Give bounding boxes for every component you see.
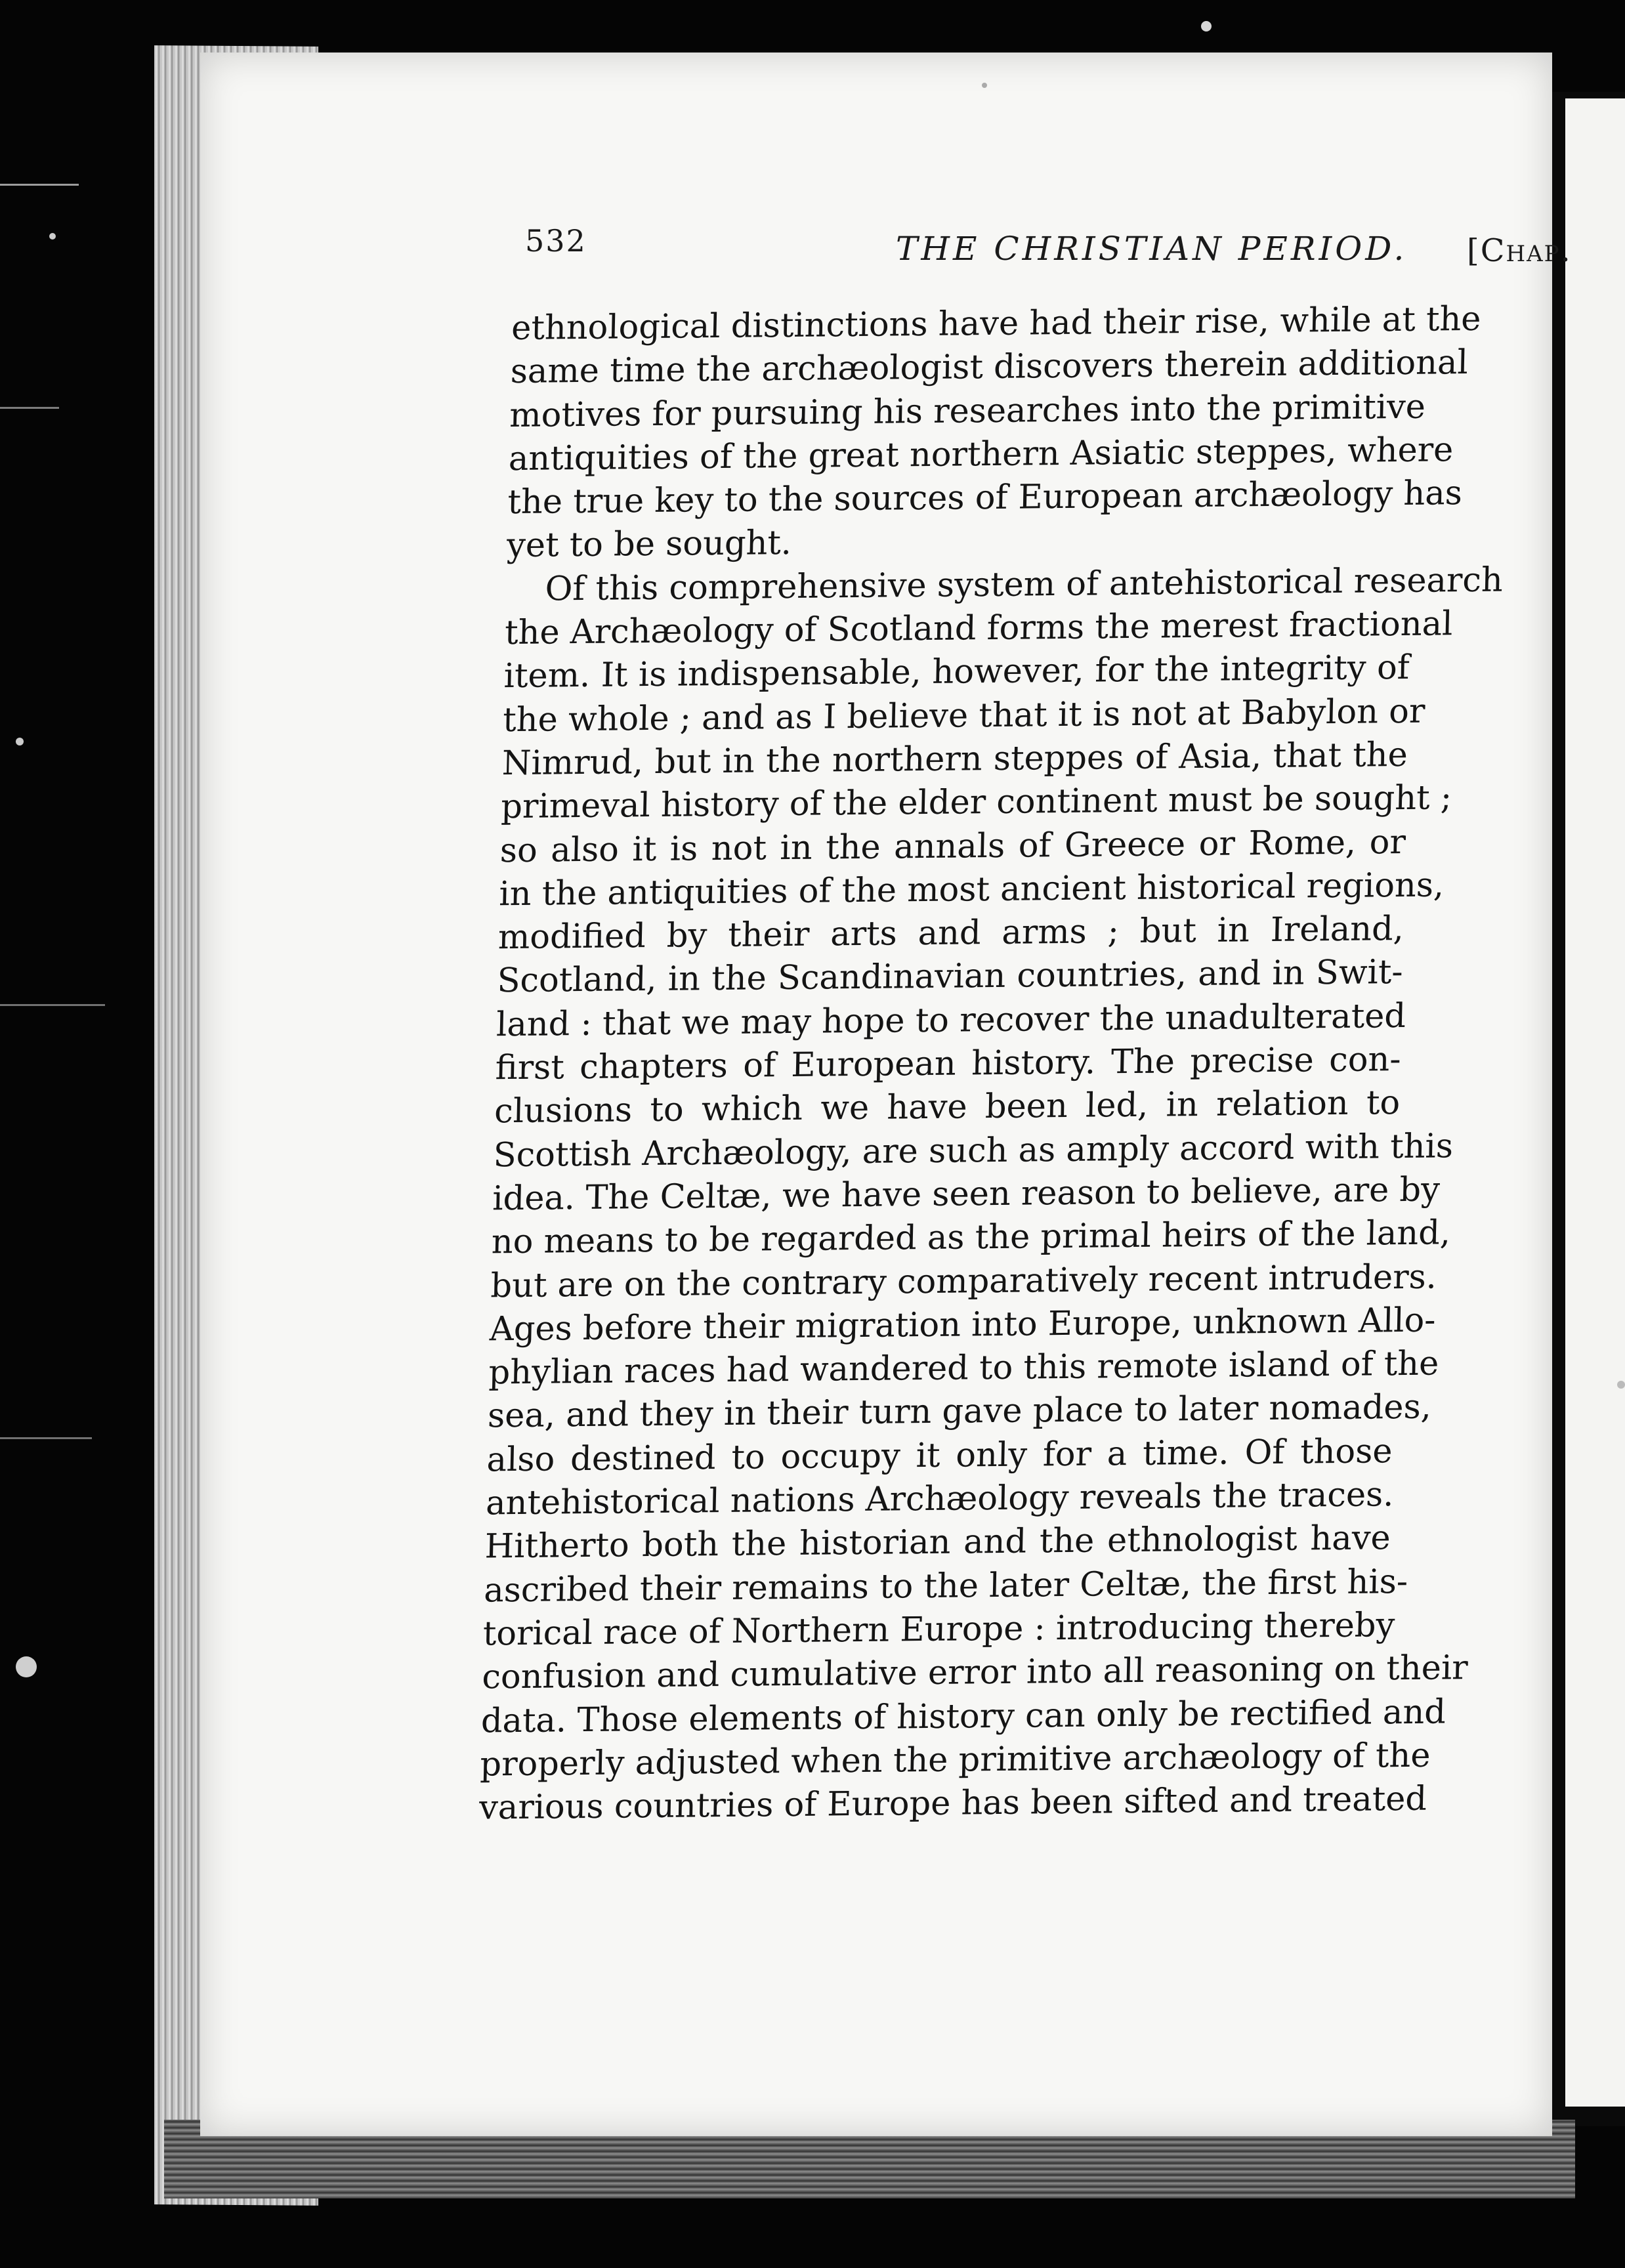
page-number: 532: [525, 223, 587, 259]
text-line: the true key to the sources of European archæology has: [507, 474, 1463, 522]
text-line: same time the archæologist discovers therein additional: [510, 343, 1469, 392]
text-line: torical race of Northern Europe : introducing thereby: [482, 1606, 1395, 1654]
text-line: the whole ; and as I believe that it is not at Babylon or: [502, 692, 1426, 740]
text-line: phylian races had wandered to this remote island of the: [488, 1344, 1439, 1393]
text-line: data. Those elements of history can only be rectified and: [480, 1692, 1446, 1741]
text-line: idea. The Celtæ, we have seen reason to believe, are by: [492, 1170, 1441, 1219]
running-head: [325, 223, 1572, 282]
body-text: [478, 299, 1504, 1830]
text-line: the Archæology of Scotland forms the merest fractional: [504, 604, 1454, 653]
chapter-label: [Chap.: [1467, 232, 1572, 269]
text-line: antehistorical nations Archæology reveals the traces.: [485, 1475, 1395, 1523]
text-line: but are on the contrary comparatively recent intruders.: [490, 1257, 1437, 1305]
text-line: so also it is not in the annals of Greece or Rome, or: [499, 822, 1406, 870]
text-line: Scottish Archæology, are such as amply accord with this: [493, 1126, 1454, 1175]
text-line: properly adjusted when the primitive archæology of the: [479, 1736, 1431, 1784]
text-line: motives for pursuing his researches into the primitive: [509, 387, 1426, 435]
text-line: first chapters of European history. The precise con-: [495, 1040, 1402, 1088]
text-line: Of this comprehensive system of antehistorical research: [544, 560, 1504, 609]
running-title: THE CHRISTIAN PERIOD.: [896, 230, 1408, 268]
text-line: Ages before their migration into Europe, unknown Allo-: [489, 1301, 1437, 1349]
text-line: antiquities of the great northern Asiatic steppes, where: [508, 430, 1454, 478]
paragraph-2: [478, 560, 1504, 1830]
text-line: sea, and they in their turn gave place to later nomades,: [487, 1388, 1432, 1436]
text-line: Nimrud, but in the northern steppes of Asia, that the: [501, 735, 1408, 784]
text-line: yet to be sought.: [506, 524, 792, 566]
text-line: clusions to which we have been led, in relation to: [494, 1083, 1401, 1131]
text-line: primeval history of the elder continent must be sought ;: [500, 778, 1452, 827]
adjacent-page: [1565, 98, 1625, 2107]
text-line: various countries of Europe has been sifted and treated: [478, 1779, 1427, 1828]
text-line: modified by their arts and arms ; but in Ireland,: [497, 910, 1404, 957]
text-line: no means to be regarded as the primal heirs of the land,: [491, 1213, 1451, 1262]
text-line: item. It is indispensable, however, for the integrity of: [503, 648, 1410, 696]
text-line: ethnological distinctions have had their rise, while at the: [511, 299, 1482, 348]
text-line: confusion and cumulative error into all reasoning on their: [481, 1648, 1469, 1697]
text-line: Scotland, in the Scandinavian countries, and in Swit-: [496, 953, 1404, 1001]
text-line: also destined to occupy it only for a time. Of those: [486, 1431, 1393, 1480]
text-line: in the antiquities of the most ancient historical regions,: [498, 866, 1445, 914]
paragraph-1: [506, 299, 1482, 568]
text-line: ascribed their remains to the later Celtæ, the first his-: [483, 1562, 1408, 1610]
text-line: Hitherto both the historian and the ethnologist have: [484, 1519, 1391, 1566]
text-line: land : that we may hope to recover the unadulterated: [496, 996, 1406, 1045]
